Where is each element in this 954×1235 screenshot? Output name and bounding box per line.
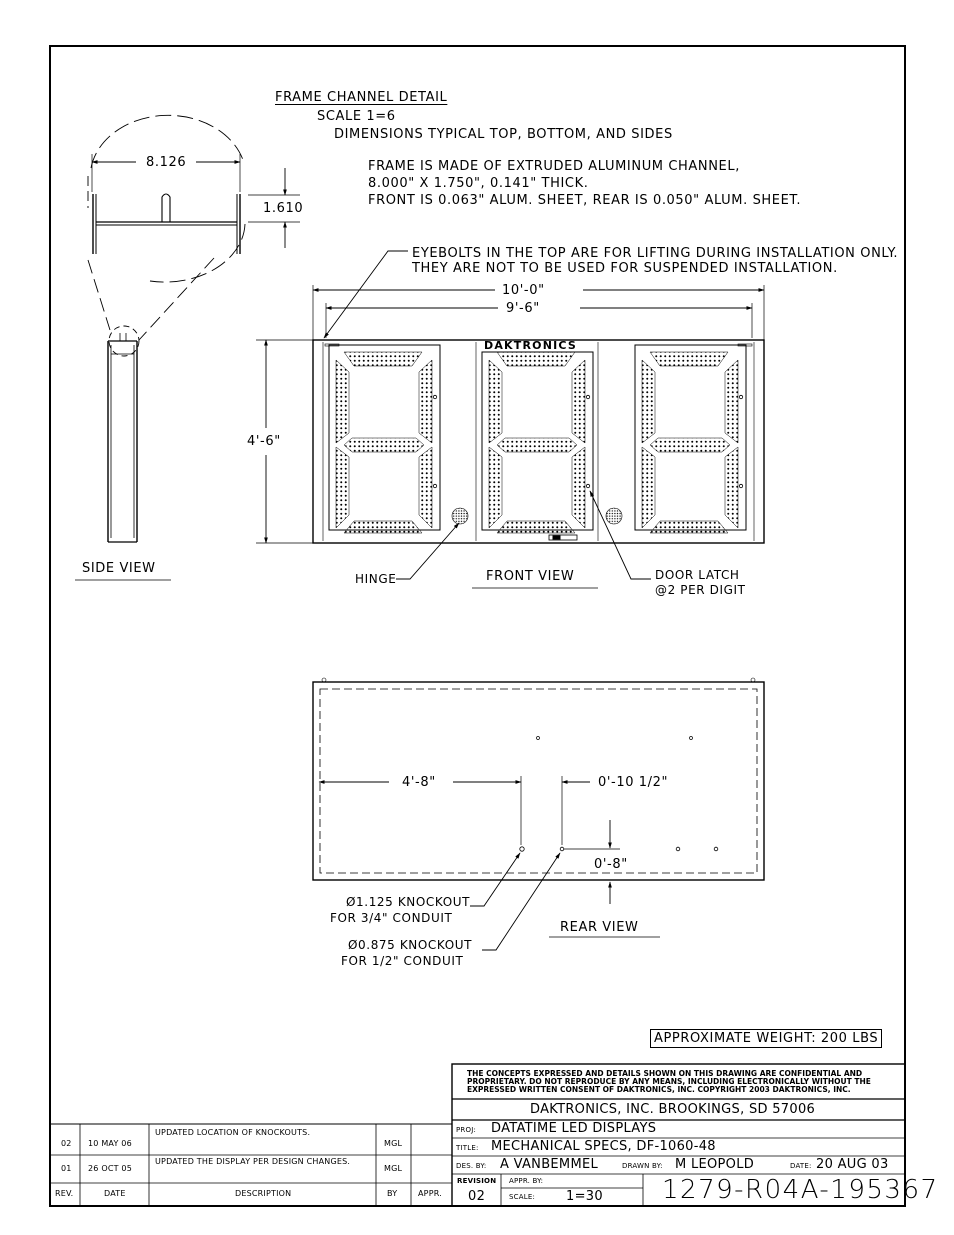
revision-label: REVISION: [457, 1177, 497, 1185]
revision-number: 02: [468, 1189, 486, 1204]
frame-detail-note: DIMENSIONS TYPICAL TOP, BOTTOM, AND SIDES: [334, 127, 673, 142]
company-address: DAKTRONICS, INC. BROOKINGS, SD 57006: [530, 1102, 816, 1117]
frame-detail-title: FRAME CHANNEL DETAIL: [275, 90, 448, 105]
frame-spec-line: FRONT IS 0.063" ALUM. SHEET, REAR IS 0.050" ALUM. SHEET.: [368, 193, 802, 208]
daktronics-logo: DAKTRONICS: [484, 339, 577, 352]
revision-header: DATE: [104, 1189, 126, 1198]
front-view-label: FRONT VIEW: [486, 569, 575, 584]
frame-detail-scale: SCALE 1=6: [317, 109, 396, 124]
hinge-label: HINGE: [355, 572, 397, 586]
eyebolt-note-line: EYEBOLTS IN THE TOP ARE FOR LIFTING DURING INSTALLATION ONLY.: [412, 246, 899, 261]
drawn-by: M LEOPOLD: [675, 1157, 755, 1172]
front-view: [256, 285, 764, 588]
revision-by: MGL: [384, 1139, 403, 1148]
inner-width-dim: 9'-6": [506, 301, 540, 316]
scale-label: SCALE:: [509, 1193, 536, 1201]
overall-width-dim: 10'-0": [502, 283, 545, 298]
designer-label: DES. BY:: [456, 1162, 487, 1170]
designer: A VANBEMMEL: [500, 1157, 599, 1172]
knockout-large-label: Ø1.125 KNOCKOUT: [346, 895, 471, 909]
revision-description: UPDATED LOCATION OF KNOCKOUTS.: [155, 1128, 311, 1137]
revision-date: 26 OCT 05: [88, 1164, 133, 1173]
revision-date: 10 MAY 06: [88, 1139, 132, 1148]
disclaimer-line: EXPRESSED WRITTEN CONSENT OF DAKTRONICS, INC. COPYRIGHT 2003 DAKTRONICS, INC.: [467, 1085, 851, 1094]
frame-channel-detail: [88, 115, 300, 356]
revision-header: REV.: [55, 1189, 74, 1198]
rear-view: [313, 678, 764, 950]
disclaimer-line: THE CONCEPTS EXPRESSED AND DETAILS SHOWN ON THIS DRAWING ARE CONFIDENTIAL AND: [467, 1069, 863, 1078]
knockout-large-label: FOR 3/4" CONDUIT: [330, 911, 453, 925]
approved-by-label: APPR. BY:: [509, 1177, 544, 1185]
door-latch-label: DOOR LATCH: [655, 568, 740, 582]
revision-rev: 02: [61, 1139, 72, 1148]
rear-bottom-dim: 0'-8": [594, 857, 628, 872]
door-latch-label: @2 PER DIGIT: [655, 583, 746, 597]
revision-description: UPDATED THE DISPLAY PER DESIGN CHANGES.: [155, 1157, 351, 1166]
date-label: DATE:: [790, 1162, 812, 1170]
eyebolt-note-line: THEY ARE NOT TO BE USED FOR SUSPENDED INSTALLATION.: [412, 261, 838, 276]
frame-spec-line: 8.000" X 1.750", 0.141" THICK.: [368, 176, 589, 191]
revision-header: BY: [387, 1189, 398, 1198]
frame-height-dim: 1.610: [263, 201, 304, 216]
side-view: [108, 333, 137, 542]
drawing-title: MECHANICAL SPECS, DF-1060-48: [491, 1139, 716, 1154]
rear-spacing-dim: 0'-10 1/2": [598, 775, 669, 790]
revision-by: MGL: [384, 1164, 403, 1173]
frame-width-dim: 8.126: [146, 155, 187, 170]
drawing-number: 1279-R04A-195367: [662, 1175, 939, 1205]
drawing-date: 20 AUG 03: [816, 1157, 889, 1172]
drawn-by-label: DRAWN BY:: [622, 1162, 663, 1170]
rear-left-dim: 4'-8": [402, 775, 436, 790]
rear-view-label: REAR VIEW: [560, 920, 639, 935]
weight-box: APPROXIMATE WEIGHT: 200 LBS: [650, 1029, 882, 1048]
side-view-label: SIDE VIEW: [82, 561, 156, 576]
revision-header: APPR.: [418, 1189, 442, 1198]
revision-rev: 01: [61, 1164, 72, 1173]
project-name: DATATIME LED DISPLAYS: [491, 1121, 657, 1136]
title-label: TITLE:: [456, 1144, 479, 1152]
revision-header: DESCRIPTION: [235, 1189, 292, 1198]
height-dim: 4'-6": [247, 434, 281, 449]
knockout-small-label: Ø0.875 KNOCKOUT: [348, 938, 473, 952]
knockout-small-label: FOR 1/2" CONDUIT: [341, 954, 464, 968]
disclaimer-line: PROPRIETARY. DO NOT REPRODUCE BY ANY MEANS, INCLUDING ELECTRONICALLY WITHOUT THE: [467, 1077, 871, 1086]
frame-spec-line: FRAME IS MADE OF EXTRUDED ALUMINUM CHANNEL,: [368, 159, 740, 174]
proj-label: PROJ:: [456, 1126, 477, 1134]
drawing-scale: 1=30: [566, 1189, 603, 1204]
